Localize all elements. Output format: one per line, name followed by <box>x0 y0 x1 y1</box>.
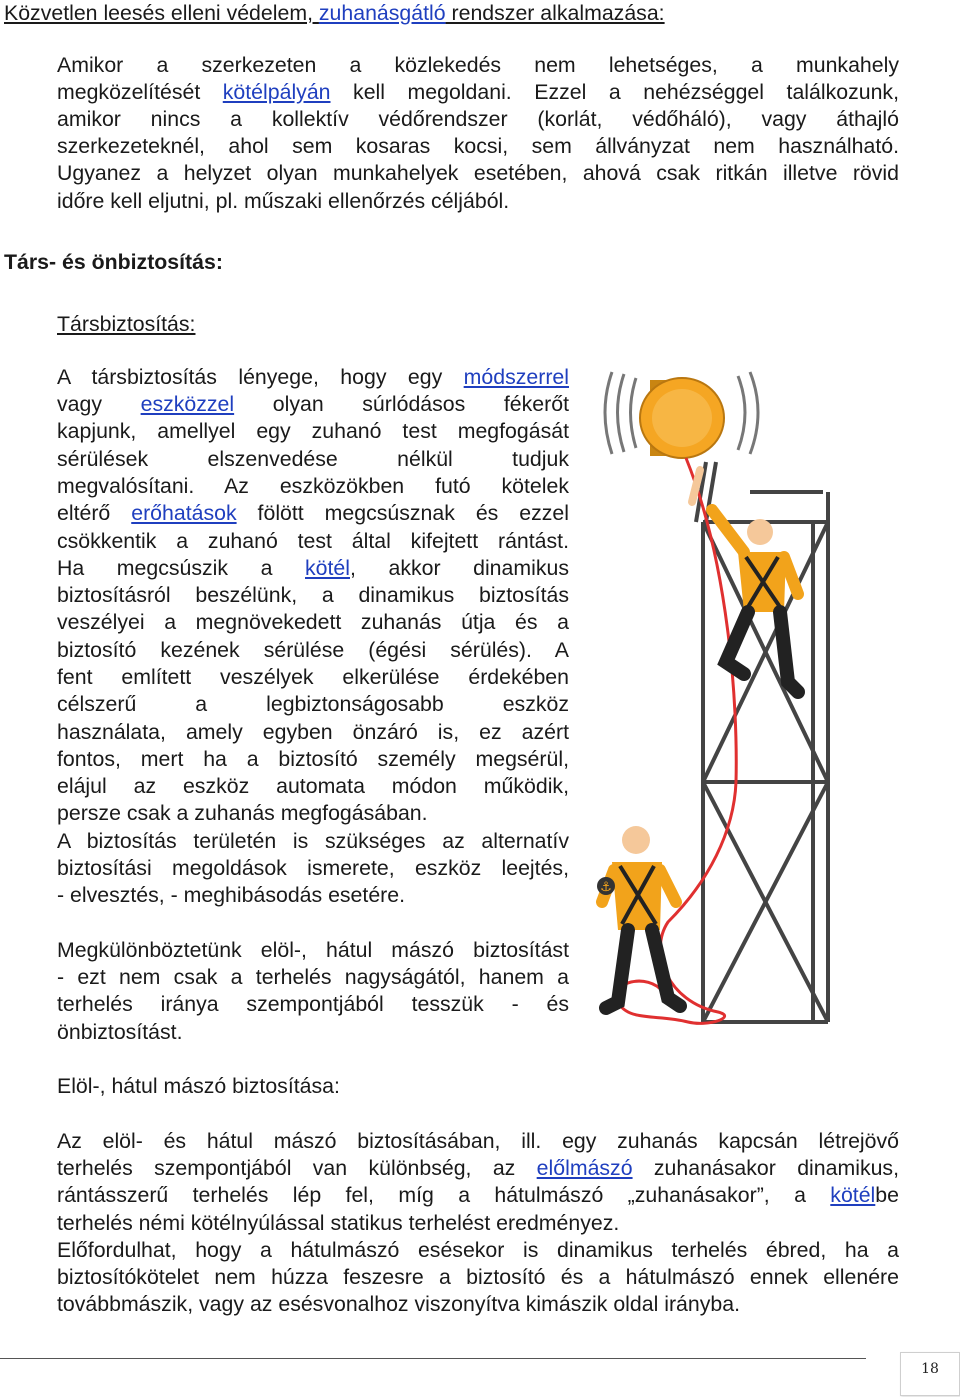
paragraph-line: Az elöl- és hátul mászó biztosításában, ill. egy zuhanás kapcsán létrejövő <box>57 1129 899 1153</box>
paragraph-line: persze csak a zuhanás megfogásában. <box>57 801 428 825</box>
paragraph-line: továbbmászik, vagy az esésvonalhoz viszonyítva kimászik oldal irányba. <box>57 1292 740 1316</box>
paragraph-line: megközelítését kötélpályán kell megoldani. Ezzel a nehézséggel találkozunk, <box>57 80 899 104</box>
paragraph-line: biztosításról beszélünk, a dinamikus biztosítás <box>57 583 569 607</box>
paragraph-line: - elvesztés, - meghibásodás esetére. <box>57 883 406 907</box>
link-kotelpalyan[interactable]: kötélpályán <box>222 80 331 104</box>
section-heading-fall-arrest: Közvetlen leesés elleni védelem, zuhanásgátló rendszer alkalmazása: <box>4 1 665 25</box>
paragraph-line: csökkentik a zuhanó test által kifejtett rántást. <box>57 529 569 553</box>
link-elolmaszo[interactable]: előlmászó <box>536 1156 633 1180</box>
page-number-box <box>900 1352 960 1396</box>
paragraph-line: sérülések elszenvedése nélkül tudjuk <box>57 447 569 471</box>
paragraph-line: fontos, mert ha a biztosító személy megsérül, <box>57 747 569 771</box>
section-heading-belaying: Társ- és önbiztosítás: <box>4 250 223 274</box>
link-eszkozzel[interactable]: eszközzel <box>140 392 235 416</box>
paragraph-line: biztosítási megoldások ismerete, eszköz leejtés, <box>57 856 569 880</box>
paragraph-line: elájul az eszköz automata módon működik, <box>57 774 569 798</box>
link-kotel[interactable]: kötél <box>305 556 350 580</box>
paragraph-line: Ugyanez a helyzet olyan munkahelyek esetében, ahová csak ritkán illetve rövid <box>57 161 899 185</box>
paragraph-line: eltérő erőhatások fölött megcsúsznak és ezzel <box>57 501 569 525</box>
svg-text:⚓: ⚓ <box>600 880 612 895</box>
paragraph-line: A biztosítás területén is szükséges az alternatív <box>57 829 569 853</box>
paragraph-line: Ha megcsúszik a kötél, akkor dinamikus <box>57 556 569 580</box>
paragraph-line: önbiztosítást. <box>57 1020 183 1044</box>
paragraph-line: amikor nincs a kollektív védőrendszer (korlát, védőháló), vagy áthajló <box>57 107 899 131</box>
footer-rule <box>0 1358 866 1359</box>
paragraph-line: A társbiztosítás lényege, hogy egy módszerrel <box>57 365 569 389</box>
paragraph-line: terhelés iránya szempontjából tesszük - és <box>57 992 569 1016</box>
paragraph-line: terhelés némi kötélnyúlással statikus terhelést eredményez. <box>57 1211 620 1235</box>
subheading-partner-belay: Társbiztosítás: <box>57 312 196 336</box>
paragraph-line: terhelés szempontjából van különbség, az előlmászó zuhanásakor dinamikus, <box>57 1156 899 1180</box>
tower-structure <box>696 462 828 1022</box>
paragraph-line: Amikor a szerkezeten a közlekedés nem lehetséges, a munkahely <box>57 53 899 77</box>
paragraph-line: megvalósítani. Az eszközökben futó kötelek <box>57 474 569 498</box>
paragraph-line: biztosító kezének sérülése (égési sérülés). A <box>57 638 569 662</box>
subheading-lead-second-climber: Elöl-, hátul mászó biztosítása: <box>57 1074 340 1098</box>
paragraph-line: rántásszerű terhelés lép fel, míg a hátulmászó „zuhanásakor”, a kötélbe <box>57 1183 899 1207</box>
paragraph-line: célszerű a legbiztonságosabb eszköz <box>57 692 569 716</box>
paragraph-line: vagy eszközzel olyan súrlódásos fékerőt <box>57 392 569 416</box>
paragraph-line: fent említett veszélyek elkerülése érdekében <box>57 665 569 689</box>
paragraph-line: kapjunk, amellyel egy zuhanó test megfogását <box>57 419 569 443</box>
link-erohatasok[interactable]: erőhatások <box>131 501 237 525</box>
belay-illustration <box>588 362 918 1032</box>
link-zuhanasgatlo[interactable]: zuhanásgátló <box>318 1 446 25</box>
paragraph-line: időre kell eljutni, pl. műszaki ellenőrzés céljából. <box>57 189 510 213</box>
rope <box>618 458 736 1023</box>
paragraph-line: Megkülönböztetünk elöl-, hátul mászó biztosítást <box>57 938 569 962</box>
paragraph-line: Előfordulhat, hogy a hátulmászó esésekor is dinamikus terhelés ébred, ha a <box>57 1238 899 1262</box>
paragraph-line: veszélyei a megnövekedett zuhanás útja és a <box>57 610 569 634</box>
pulley-icon <box>640 378 724 458</box>
paragraph-line: - ezt nem csak a terhelés nagyságától, hanem a <box>57 965 569 989</box>
link-kotel-2[interactable]: kötél <box>830 1183 876 1207</box>
paragraph-line: használata, amely egyben önzáró is, ez azért <box>57 720 569 744</box>
link-modszerrel[interactable]: módszerrel <box>463 365 569 389</box>
paragraph-line: szerkezeteknél, ahol sem kosaras kocsi, sem állványzat nem használható. <box>57 134 899 158</box>
page-number: 18 <box>921 1361 939 1377</box>
paragraph-line: biztosítókötelet nem húzza feszesre a biztosító és a hátulmászó ennek ellenére <box>57 1265 899 1289</box>
